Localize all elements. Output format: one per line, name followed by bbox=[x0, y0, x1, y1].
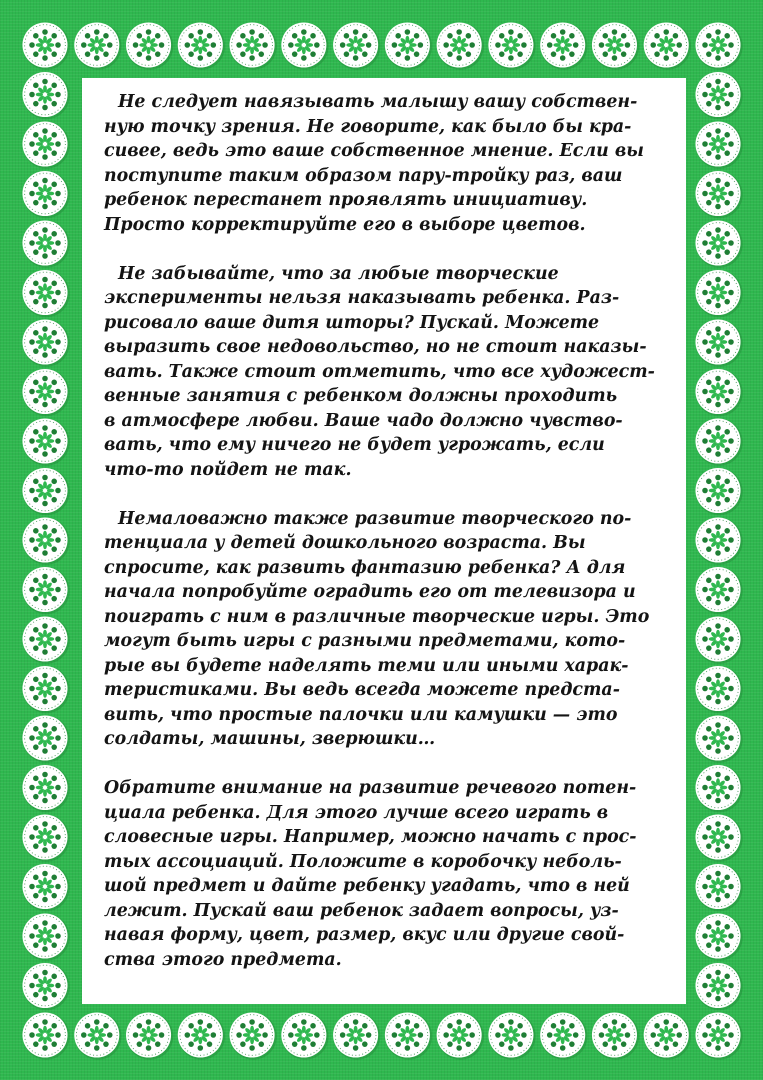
text-line: эксперименты нельзя наказывать ребенка. Раз- bbox=[104, 288, 620, 308]
lace-flower bbox=[22, 567, 69, 614]
lace-flower bbox=[22, 319, 69, 366]
lace-flower bbox=[385, 22, 432, 69]
paragraph-1 bbox=[104, 90, 670, 237]
lace-flower bbox=[695, 715, 742, 762]
text-line: ную точку зрения. Не говорите, как было бы кра- bbox=[104, 116, 632, 137]
text-line: выразить свое недовольство, но не стоит наказы- bbox=[104, 337, 647, 357]
lace-flower bbox=[22, 666, 69, 713]
text-line: поступите таким образом пару-тройку раз, ваш bbox=[104, 165, 623, 186]
paragraph-4 bbox=[104, 776, 670, 972]
text-line: солдаты, машины, зверюшки… bbox=[104, 729, 436, 749]
lace-flower bbox=[695, 616, 742, 663]
lace-flower bbox=[488, 1012, 535, 1059]
lace-flower bbox=[281, 22, 328, 69]
lace-flower bbox=[22, 913, 69, 960]
text-panel bbox=[82, 78, 686, 1004]
lace-flower bbox=[695, 270, 742, 317]
lace-flower bbox=[540, 1012, 587, 1059]
lace-flower bbox=[22, 963, 69, 1010]
text-line: поиграть с ним в различные творческие игры. Это bbox=[104, 606, 650, 627]
text-line: Не следует навязывать малышу вашу собствен- bbox=[118, 92, 638, 112]
text-line: тых ассоциаций. Положите в коробочку неболь- bbox=[104, 851, 622, 872]
paragraph-3 bbox=[104, 507, 670, 752]
lace-flower bbox=[126, 22, 173, 69]
lace-flower bbox=[695, 963, 742, 1010]
text-line: лежит. Пускай ваш ребенок задает вопросы, уз- bbox=[104, 900, 619, 921]
lace-flower bbox=[333, 1012, 380, 1059]
lace-flower bbox=[695, 468, 742, 515]
lace-flower bbox=[695, 567, 742, 614]
lace-flower bbox=[22, 765, 69, 812]
lace-flower bbox=[230, 22, 277, 69]
lace-flower bbox=[22, 864, 69, 911]
lace-flower bbox=[695, 220, 742, 267]
text-line: тенциала у детей дошкольного возраста. Вы bbox=[104, 533, 586, 553]
text-line: навая форму, цвет, размер, вкус или другие свой- bbox=[104, 925, 625, 945]
lace-flower bbox=[74, 1012, 121, 1059]
text-line: рисовало ваше дитя шторы? Пускай. Можете bbox=[104, 312, 600, 333]
lace-flower bbox=[22, 814, 69, 861]
article-text bbox=[104, 90, 670, 997]
text-line: теристиками. Вы ведь всегда можете предста- bbox=[104, 680, 620, 700]
lace-flower bbox=[385, 1012, 432, 1059]
lace-flower bbox=[695, 418, 742, 465]
lace-flower bbox=[22, 1012, 69, 1059]
lace-flower bbox=[644, 22, 691, 69]
lace-flower bbox=[126, 1012, 173, 1059]
text-line: могут быть игры с разными предметами, кото- bbox=[104, 631, 626, 651]
text-line: рые вы будете наделять теми или иными харак- bbox=[104, 655, 629, 676]
lace-flower bbox=[540, 22, 587, 69]
lace-flower bbox=[22, 270, 69, 317]
text-line: вить, что простые палочки или камушки — это bbox=[104, 704, 618, 725]
lace-flower bbox=[695, 666, 742, 713]
text-line: вать, что ему ничего не будет угрожать, если bbox=[104, 435, 605, 455]
lace-flower bbox=[22, 517, 69, 564]
text-line: венные занятия с ребенком должны проходить bbox=[104, 386, 618, 406]
text-line: ребенок перестанет проявлять инициативу. bbox=[104, 190, 588, 210]
lace-flower bbox=[22, 616, 69, 663]
lace-flower bbox=[22, 121, 69, 168]
text-line: что-то пойдет не так. bbox=[104, 459, 352, 480]
text-line: Просто корректируйте его в выборе цветов. bbox=[104, 214, 586, 235]
lace-flower bbox=[592, 22, 639, 69]
text-line: Не забывайте, что за любые творческие bbox=[118, 263, 559, 284]
text-line: вать. Также стоит отметить, что все художест- bbox=[104, 361, 655, 382]
lace-flower bbox=[22, 171, 69, 218]
lace-flower bbox=[695, 171, 742, 218]
lace-flower bbox=[74, 22, 121, 69]
lace-flower bbox=[695, 369, 742, 416]
lace-flower bbox=[22, 72, 69, 119]
lace-flower bbox=[695, 22, 742, 69]
lace-flower bbox=[695, 72, 742, 119]
lace-flower bbox=[695, 765, 742, 812]
lace-flower bbox=[695, 319, 742, 366]
lace-flower bbox=[488, 22, 535, 69]
lace-flower bbox=[695, 1012, 742, 1059]
lace-flower bbox=[695, 814, 742, 861]
lace-flower bbox=[333, 22, 380, 69]
lace-flower bbox=[437, 22, 484, 69]
text-line: сивее, ведь это ваше собственное мнение. Если вы bbox=[104, 141, 644, 161]
text-line: Обратите внимание на развитие речевого потен- bbox=[104, 778, 637, 798]
text-line: ства этого предмета. bbox=[104, 949, 342, 970]
text-line: в атмосфере любви. Ваше чадо должно чувство- bbox=[104, 410, 623, 431]
lace-flower bbox=[592, 1012, 639, 1059]
text-line: начала попробуйте оградить его от телевизора и bbox=[104, 582, 636, 602]
lace-flower bbox=[437, 1012, 484, 1059]
lace-flower bbox=[230, 1012, 277, 1059]
lace-flower bbox=[695, 913, 742, 960]
lace-flower bbox=[178, 22, 225, 69]
lace-flower bbox=[695, 517, 742, 564]
lace-flower bbox=[22, 468, 69, 515]
lace-flower bbox=[281, 1012, 328, 1059]
lace-flower bbox=[22, 220, 69, 267]
text-line: Немаловажно также развитие творческого по- bbox=[118, 508, 632, 529]
lace-flower bbox=[22, 418, 69, 465]
lace-flower bbox=[695, 121, 742, 168]
text-line: шой предмет и дайте ребенку угадать, что в ней bbox=[104, 876, 630, 896]
text-line: спросите, как развить фантазию ребенка? А для bbox=[104, 557, 626, 578]
lace-flower bbox=[644, 1012, 691, 1059]
lace-flower bbox=[22, 369, 69, 416]
lace-flower bbox=[22, 715, 69, 762]
lace-flower bbox=[22, 22, 69, 69]
text-line: циала ребенка. Для этого лучше всего играть в bbox=[104, 802, 609, 823]
lace-flower bbox=[695, 864, 742, 911]
text-line: словесные игры. Например, можно начать с прос- bbox=[104, 827, 637, 847]
paragraph-2 bbox=[104, 262, 670, 483]
lace-flower bbox=[178, 1012, 225, 1059]
